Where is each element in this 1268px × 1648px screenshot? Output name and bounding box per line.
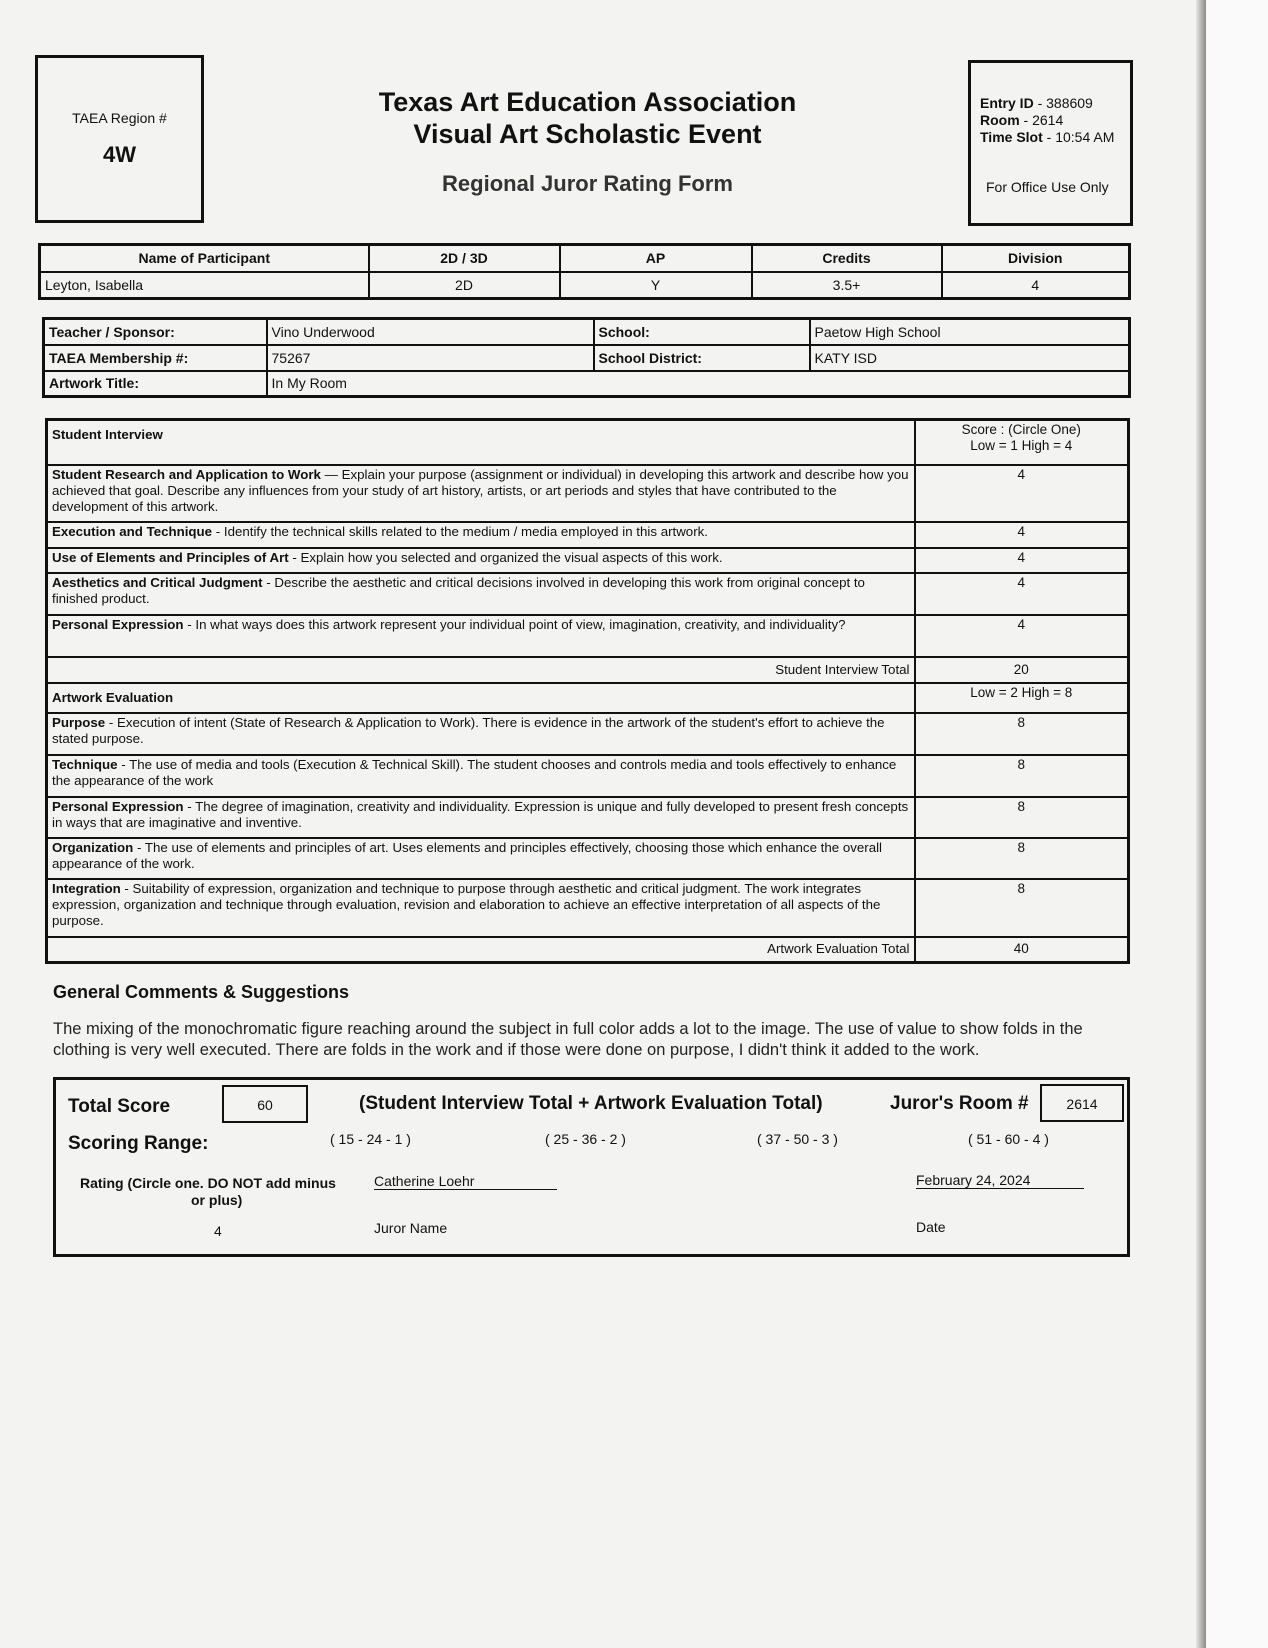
artwork-title-value: In My Room bbox=[267, 371, 1130, 397]
membership-label: TAEA Membership #: bbox=[44, 345, 267, 371]
time-slot: Time Slot - 10:54 AM bbox=[980, 129, 1115, 145]
rubric-row bbox=[47, 879, 1129, 937]
criterion-score: 4 bbox=[915, 615, 1129, 657]
juror-name-label: Juror Name bbox=[374, 1220, 448, 1236]
criterion-score: 8 bbox=[915, 797, 1129, 838]
criterion: Technique - The use of media and tools (Execution & Technical Skill). The student chooses and controls media and tools effectively to enhance the appearance of the work bbox=[47, 755, 915, 797]
school-label: School: bbox=[594, 319, 810, 345]
ap-value: Y bbox=[560, 272, 752, 299]
total-formula: (Student Interview Total + Artwork Evaluation Total) bbox=[359, 1093, 823, 1114]
comments-heading: General Comments & Suggestions bbox=[53, 982, 350, 1002]
event-title: Visual Art Scholastic Event bbox=[413, 119, 762, 149]
criterion-score: 8 bbox=[915, 713, 1129, 755]
criterion: Execution and Technique - Identify the technical skills related to the medium / media employed in this artwork. bbox=[47, 522, 915, 548]
criterion-score: 4 bbox=[915, 522, 1129, 548]
rubric-row bbox=[47, 615, 1129, 657]
criterion: Personal Expression - In what ways does this artwork represent your individual point of view, imagination, creativity, and individuality? bbox=[47, 615, 915, 657]
jurors-room-value: 2614 bbox=[1040, 1084, 1124, 1122]
criterion-score: 8 bbox=[915, 755, 1129, 797]
range-2: ( 25 - 36 - 2 ) bbox=[545, 1131, 626, 1147]
date-label: Date bbox=[916, 1219, 946, 1235]
student-interview-heading: Student Interview bbox=[47, 420, 915, 465]
header-dimension: 2D / 3D bbox=[369, 245, 560, 272]
scoring-range-label: Scoring Range: bbox=[68, 1133, 209, 1154]
dimension-value: 2D bbox=[369, 272, 560, 299]
entry-id: Entry ID - 388609 bbox=[980, 95, 1093, 111]
school-value: Paetow High School bbox=[810, 319, 1130, 345]
student-interview-total-label: Student Interview Total bbox=[47, 657, 915, 683]
artwork-evaluation-total-label: Artwork Evaluation Total bbox=[47, 937, 915, 963]
rubric-row bbox=[47, 713, 1129, 755]
student-interview-score-header: Score : (Circle One) Low = 1 High = 4 bbox=[915, 420, 1129, 465]
header-name: Name of Participant bbox=[40, 245, 369, 272]
artwork-evaluation-heading: Artwork Evaluation bbox=[47, 683, 915, 713]
criterion: Integration - Suitability of expression, organization and technique to purpose through aesthetic and critical judgment. The work integrates expression, organization and technique through evaluation, revision and elaboration to achieve an effective interpretation of all aspects of the purpose. bbox=[47, 879, 915, 937]
range-1: ( 15 - 24 - 1 ) bbox=[330, 1131, 411, 1147]
criterion: Aesthetics and Critical Judgment - Describe the aesthetic and critical decisions involved in developing this work from original concept to finished product. bbox=[47, 573, 915, 615]
criterion: Student Research and Application to Work — Explain your purpose (assignment or individual) in developing this artwork and describe how you achieved that goal. Describe any influences from your study of art history, artists, or art periods and styles that have contributed to the development of this artwork. bbox=[47, 465, 915, 522]
membership-value: 75267 bbox=[267, 345, 594, 371]
participant-name: Leyton, Isabella bbox=[40, 272, 369, 299]
region-box bbox=[35, 55, 204, 223]
rubric-row bbox=[47, 522, 1129, 548]
total-score-label: Total Score bbox=[68, 1096, 171, 1117]
rubric-row bbox=[47, 755, 1129, 797]
info-table bbox=[42, 317, 1131, 398]
criterion-score: 4 bbox=[915, 465, 1129, 522]
criterion: Use of Elements and Principles of Art - Explain how you selected and organized the visual aspects of this work. bbox=[47, 548, 915, 573]
range-3: ( 37 - 50 - 3 ) bbox=[757, 1131, 838, 1147]
rubric-row bbox=[47, 838, 1129, 879]
criterion: Organization - The use of elements and principles of art. Uses elements and principles effectively, choosing those which enhance the overall appearance of the work. bbox=[47, 838, 915, 879]
rubric-row bbox=[47, 797, 1129, 838]
header-credits: Credits bbox=[752, 245, 942, 272]
rubric-row bbox=[47, 465, 1129, 522]
rating-label: Rating (Circle one. DO NOT add minus bbox=[80, 1175, 336, 1191]
criterion-score: 4 bbox=[915, 573, 1129, 615]
criterion: Personal Expression - The degree of imagination, creativity and individuality. Expression is unique and fully developed to present fresh concepts in ways that are imaginative and inventive. bbox=[47, 797, 915, 838]
form-title: Texas Art Education Association bbox=[378, 87, 797, 117]
summary-box bbox=[53, 1077, 1130, 1257]
header-division: Division bbox=[942, 245, 1130, 272]
total-score-value: 60 bbox=[222, 1085, 308, 1123]
rating-value: 4 bbox=[214, 1223, 222, 1239]
office-box bbox=[968, 60, 1133, 226]
division-value: 4 bbox=[942, 272, 1130, 299]
criterion-score: 8 bbox=[915, 838, 1129, 879]
comments-text: The mixing of the monochromatic figure reaching around the subject in full color adds a lot to the image. The use of value to show folds in the clothing is very well executed. There are folds in the work and if those were done on purpose, I didn't think it added to the work. bbox=[53, 1020, 1083, 1059]
juror-name: Catherine Loehr bbox=[374, 1173, 557, 1190]
room: Room - 2614 bbox=[980, 112, 1064, 128]
region-label: TAEA Region # bbox=[72, 110, 167, 126]
range-4: ( 51 - 60 - 4 ) bbox=[968, 1131, 1049, 1147]
office-note: For Office Use Only bbox=[986, 179, 1109, 195]
criterion-score: 8 bbox=[915, 879, 1129, 937]
artwork-evaluation-total-value: 40 bbox=[915, 937, 1129, 963]
credits-value: 3.5+ bbox=[752, 272, 942, 299]
rating-label-cont: or plus) bbox=[191, 1192, 243, 1208]
artwork-evaluation-score-header: Low = 2 High = 8 bbox=[915, 683, 1129, 713]
artwork-title-label: Artwork Title: bbox=[44, 371, 267, 397]
criterion-score: 4 bbox=[915, 548, 1129, 573]
district-label: School District: bbox=[594, 345, 810, 371]
rubric-table bbox=[45, 418, 1130, 964]
student-interview-total-value: 20 bbox=[915, 657, 1129, 683]
district-value: KATY ISD bbox=[810, 345, 1130, 371]
region-value: 4W bbox=[103, 142, 136, 167]
criterion: Purpose - Execution of intent (State of Research & Application to Work). There is evidence in the artwork of the student's effort to achieve the stated purpose. bbox=[47, 713, 915, 755]
form-subtitle: Regional Juror Rating Form bbox=[442, 171, 733, 196]
rubric-row bbox=[47, 548, 1129, 573]
jurors-room-label: Juror's Room # bbox=[890, 1093, 1029, 1114]
teacher-value: Vino Underwood bbox=[267, 319, 594, 345]
rubric-row bbox=[47, 573, 1129, 615]
participant-table bbox=[38, 243, 1131, 300]
date-value: February 24, 2024 bbox=[916, 1172, 1084, 1189]
header-ap: AP bbox=[560, 245, 752, 272]
teacher-label: Teacher / Sponsor: bbox=[44, 319, 267, 345]
